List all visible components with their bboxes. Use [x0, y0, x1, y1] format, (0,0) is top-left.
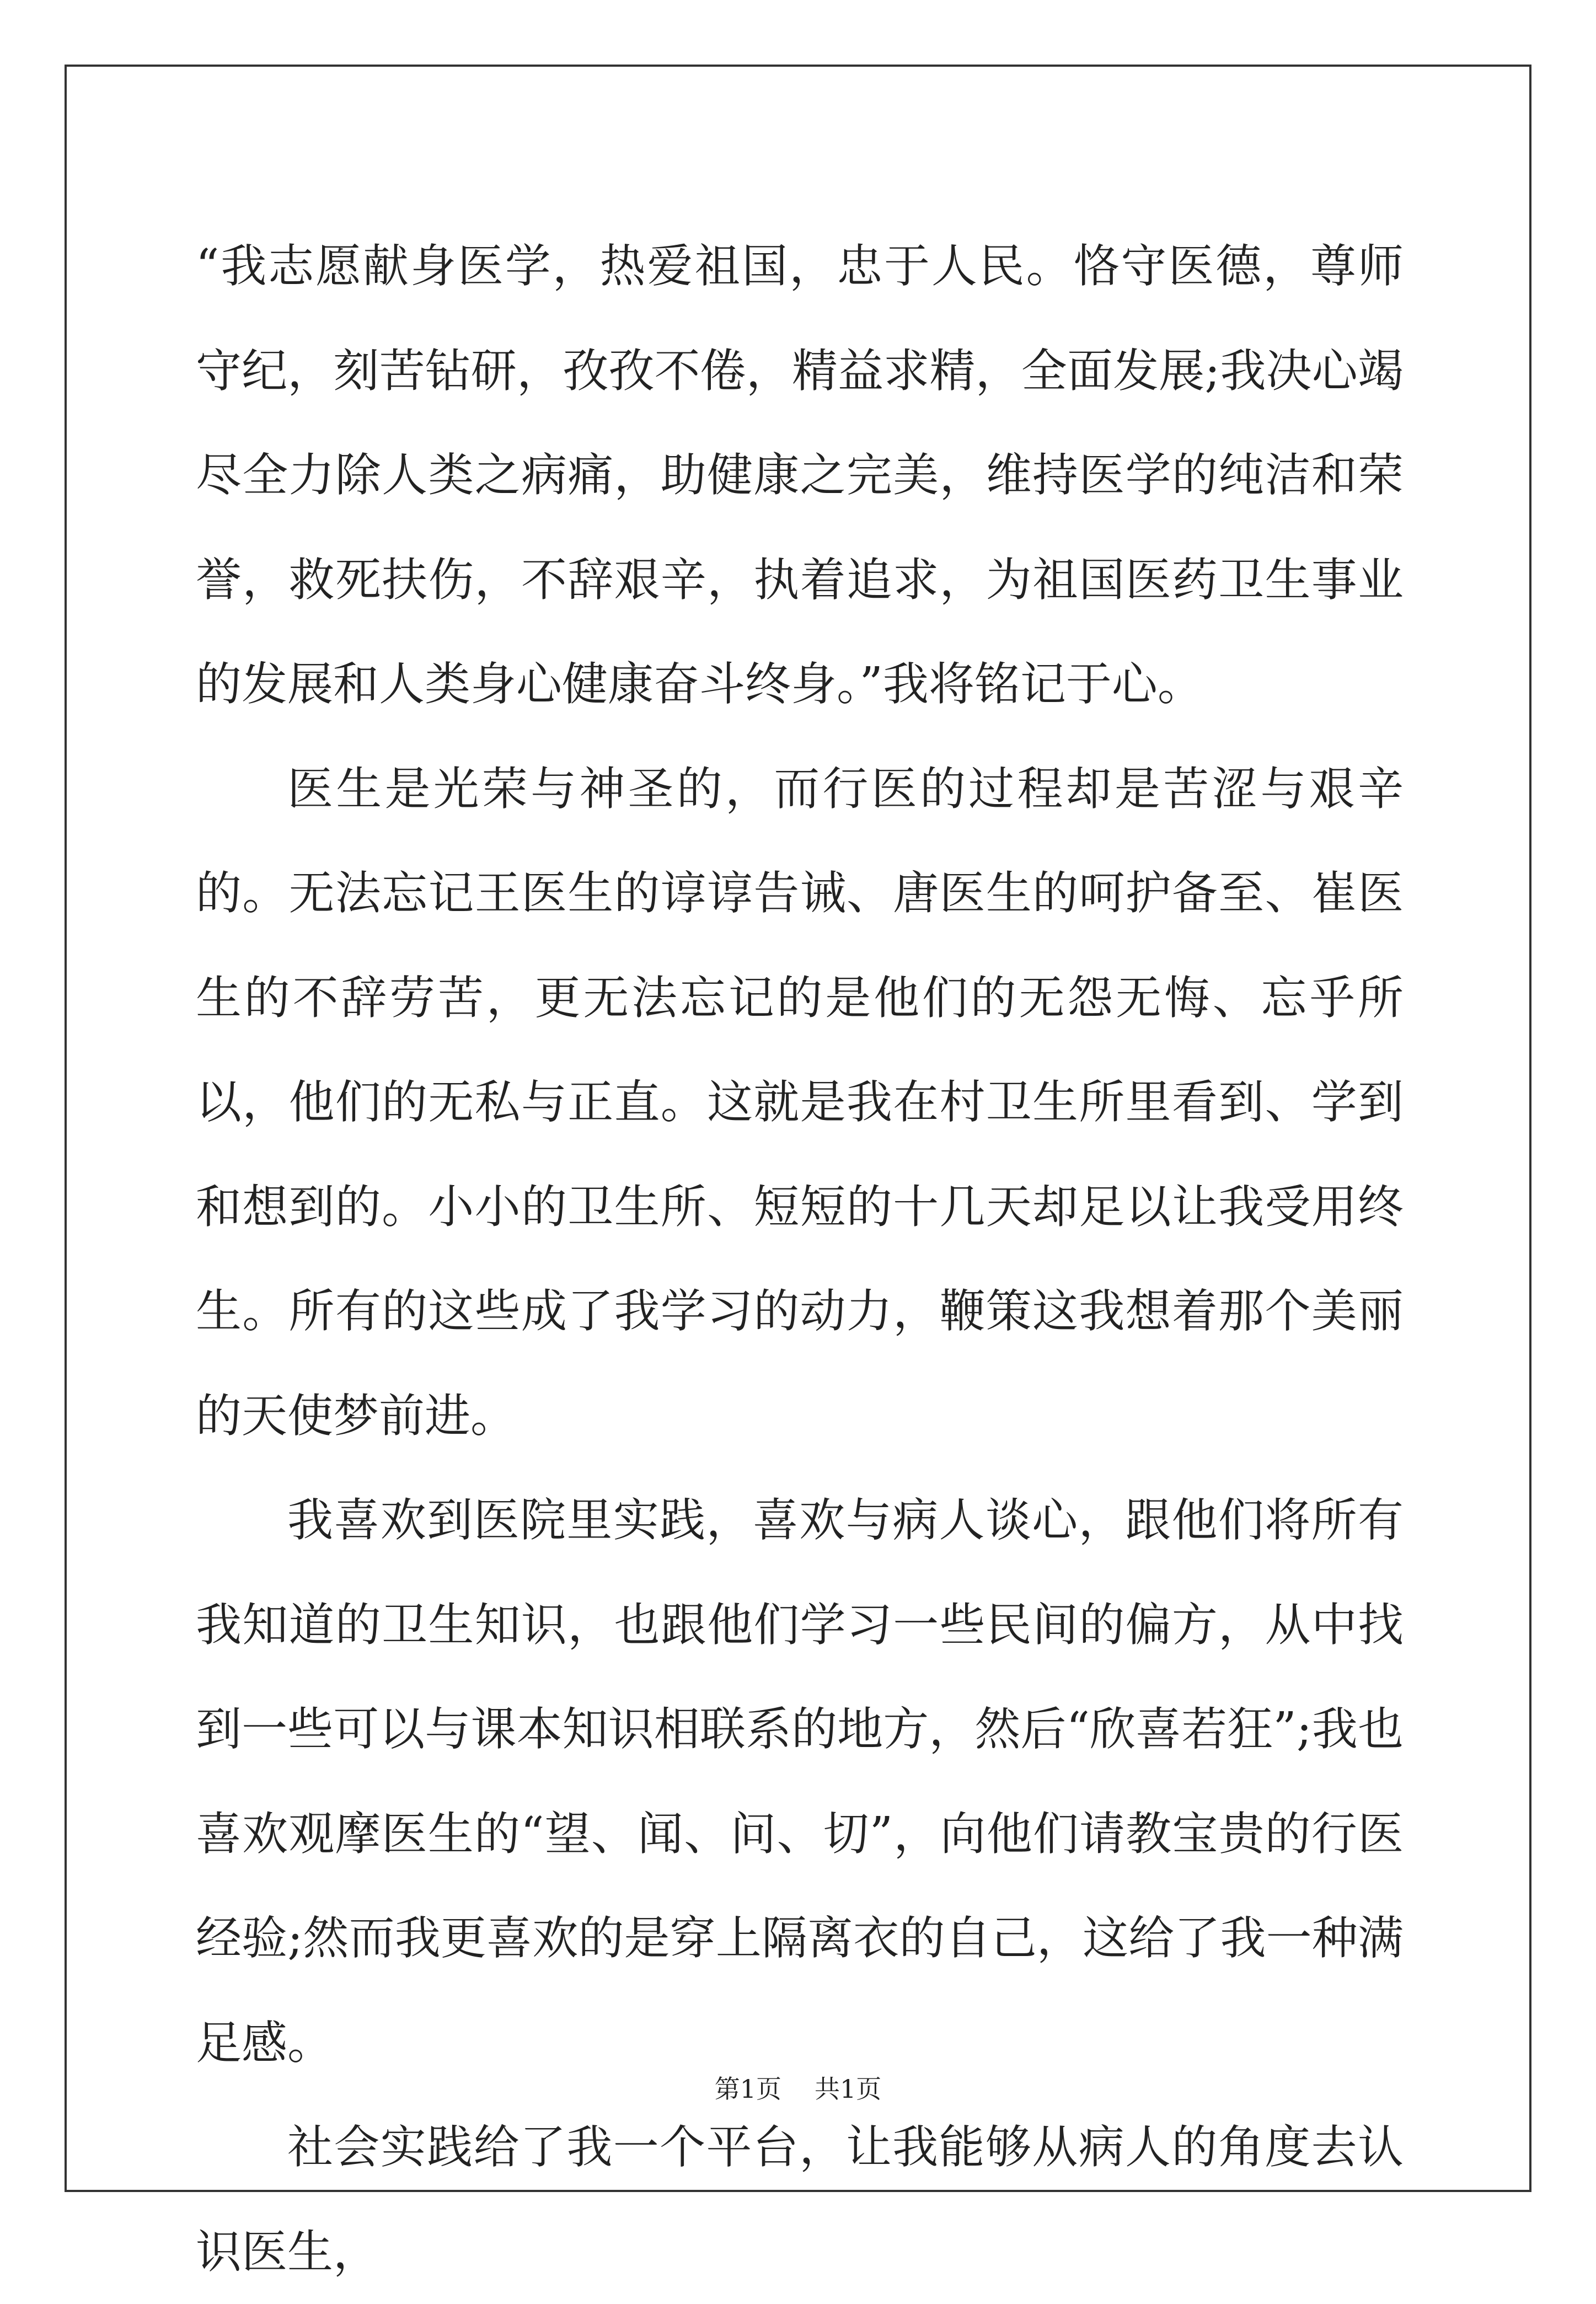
- page-number-current: 第1页: [714, 2074, 781, 2104]
- paragraph-3: 我喜欢到医院里实践，喜欢与病人谈心，跟他们将所有我知道的卫生知识，也跟他们学习一些民间的偏方，从中找到一些可以与课本知识相联系的地方，然后“欣喜若狂”;我也喜欢观摩医生的“望、闻、问、切”，向他们请教宝贵的行医经验;然而我更喜欢的是穿上隔离衣的自己，这给了我一种满足感。: [196, 1493, 1404, 2070]
- page-footer: [0, 2072, 1596, 2105]
- paragraph-1: “我志愿献身医学，热爱祖国，忠于人民。恪守医德，尊师守纪，刻苦钻研，孜孜不倦，精益求精，全面发展;我决心竭尽全力除人类之病痛，助健康之完美，维持医学的纯洁和荣誉，救死扶伤，不辞艰辛，执着追求，为祖国医药卫生事业的发展和人类身心健康奋斗终身。”我将铭记于心。: [196, 239, 1404, 711]
- page-number-total: 共1页: [815, 2074, 882, 2104]
- paragraph-2: 医生是光荣与神圣的，而行医的过程却是苦涩与艰辛的。无法忘记王医生的谆谆告诫、唐医生的呵护备至、崔医生的不辞劳苦，更无法忘记的是他们的无怨无悔、忘乎所以，他们的无私与正直。这就是我在村卫生所里看到、学到和想到的。小小的卫生所、短短的十几天却足以让我受用终生。所有的这些成了我学习的动力，鞭策这我想着那个美丽的天使梦前进。: [196, 762, 1404, 1443]
- paragraph-4: 社会实践给了我一个平台，让我能够从病人的角度去认识医生，: [196, 2120, 1404, 2279]
- document-body: [196, 214, 1404, 2304]
